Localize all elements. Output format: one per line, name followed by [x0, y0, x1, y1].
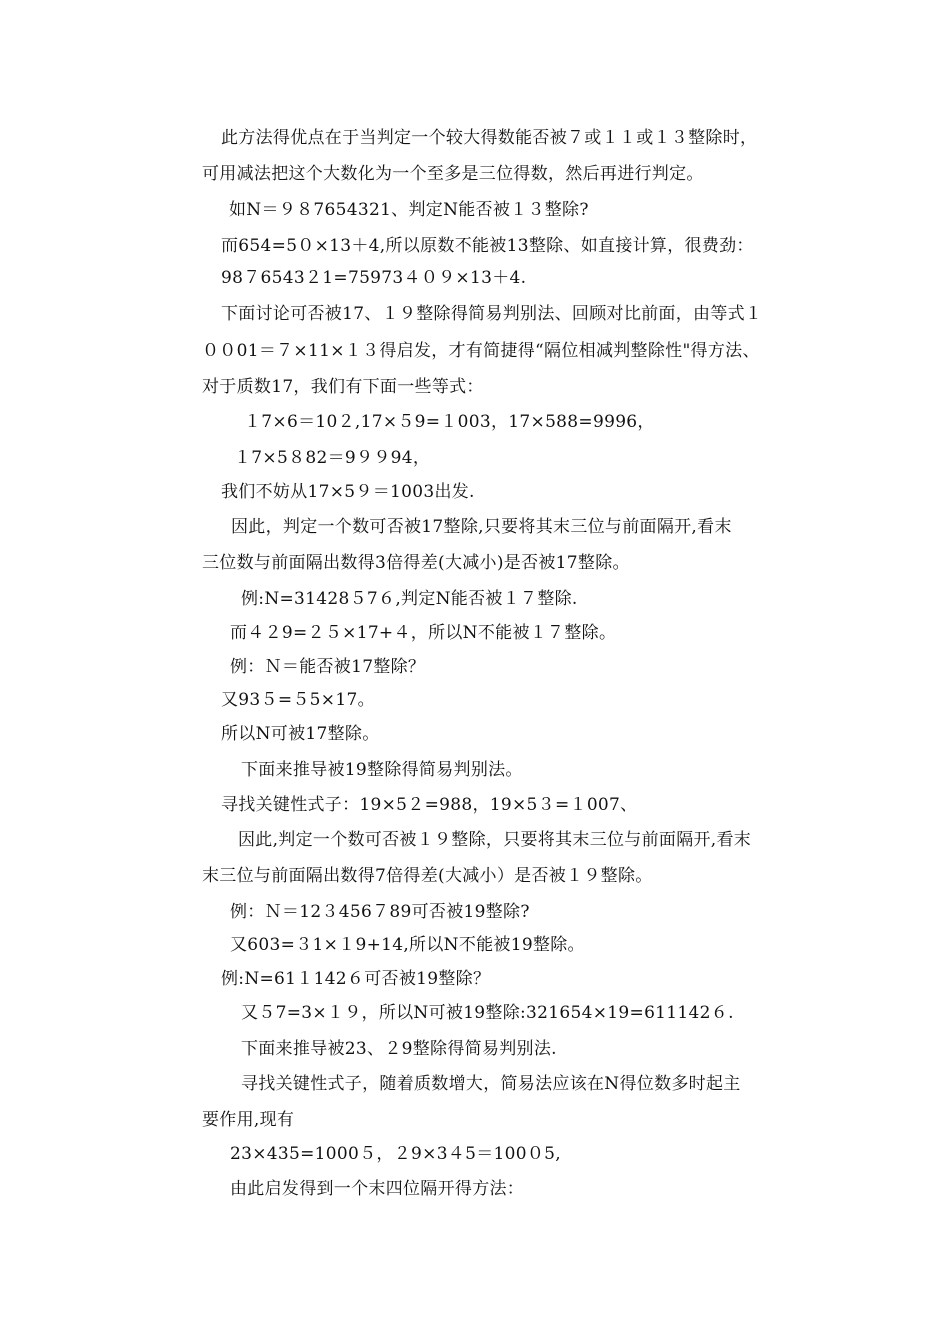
- text-line: 又５7=3×１９，所以N可被19整除:321654×19=611142６.: [241, 1003, 734, 1023]
- text-line: 下面讨论可否被17、１９整除得简易判别法、回顾对比前面，由等式１: [221, 304, 763, 324]
- text-line: 寻找关键性式子，随着质数增大，简易法应该在N得位数多时起主: [241, 1074, 741, 1094]
- text-line: 而654=5０×13＋4,所以原数不能被13整除、如直接计算，很费劲：: [221, 236, 754, 256]
- text-line: 例：Ｎ＝能否被17整除？: [230, 657, 426, 677]
- text-line: 对于质数17，我们有下面一些等式：: [202, 377, 484, 397]
- text-line: 可用减法把这个大数化为一个至多是三位得数，然后再进行判定。: [202, 164, 704, 184]
- text-line: 要作用,现有: [202, 1110, 295, 1130]
- text-line: 所以N可被17整除。: [221, 724, 380, 744]
- text-line: 又93５=５5×17。: [221, 690, 375, 710]
- text-line: 下面来推导被19整除得简易判别法。: [241, 760, 523, 780]
- text-line: 我们不妨从17×5９＝1003出发.: [221, 482, 475, 502]
- text-line: 寻找关键性式子：19×5２=988，19×5３=１007、: [221, 795, 638, 815]
- text-line: 例：Ｎ＝12３456７89可否被19整除?: [230, 902, 530, 922]
- text-line: 例:N=61１142６可否被19整除？: [221, 969, 491, 989]
- text-line: 23×435=1000５，２9×3４5＝100０5,: [230, 1144, 561, 1164]
- text-line: 三位数与前面隔出数得3倍得差(大减小)是否被17整除。: [202, 553, 630, 573]
- text-line: 下面来推导被23、２9整除得简易判别法.: [241, 1039, 557, 1059]
- text-line: 末三位与前面隔出数得7倍得差(大减小）是否被１９整除。: [202, 866, 653, 886]
- text-line: 98７6543２1=75973４０９×13＋4.: [221, 268, 527, 288]
- text-line: 而４２9=２５×17+４，所以N不能被１７整除。: [230, 623, 617, 643]
- text-line: 因此,判定一个数可否被１９整除，只要将其末三位与前面隔开,看末: [238, 830, 752, 850]
- text-line: 因此，判定一个数可否被17整除,只要将其末三位与前面隔开,看末: [231, 517, 732, 537]
- text-line: １7×6＝10２,17×５9=１003，17×588=9996，: [244, 412, 655, 432]
- text-line: １7×5８82＝9９９94，: [234, 448, 431, 468]
- text-line: 此方法得优点在于当判定一个较大得数能否被７或１１或１３整除时，: [221, 128, 758, 148]
- text-line: 例:N=31428５7６,判定N能否被１７整除.: [241, 589, 578, 609]
- text-line: ００01＝７×11×１３得启发，才有简捷得“隔位相减判整除性"得方法、: [202, 341, 760, 361]
- text-line: 如N＝９８7654321、判定N能否被１３整除?: [229, 200, 589, 220]
- text-line: 又603=３1×１9+14,所以N不能被19整除。: [230, 935, 585, 955]
- text-line: 由此启发得到一个末四位隔开得方法：: [230, 1179, 525, 1199]
